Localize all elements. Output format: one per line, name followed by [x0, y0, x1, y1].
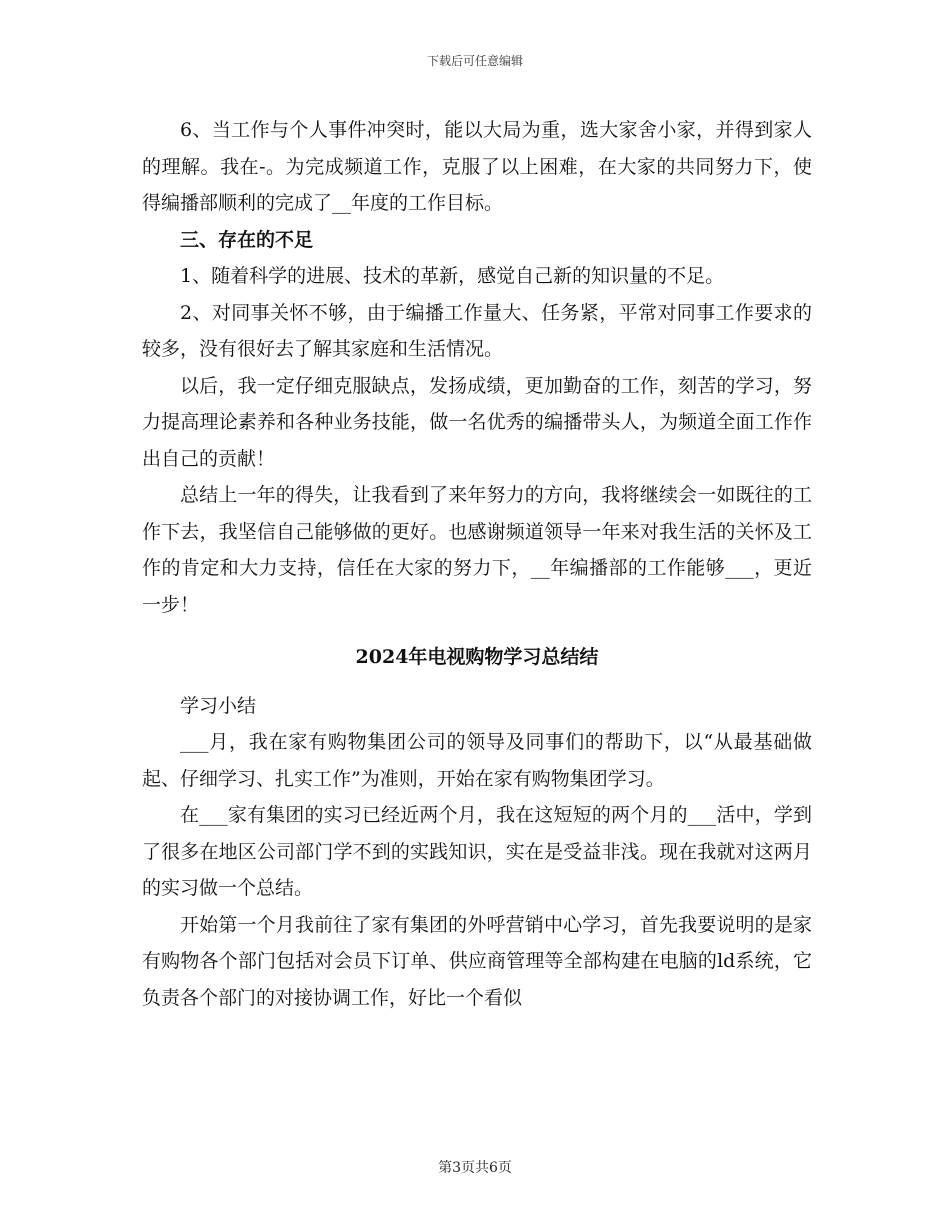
paragraph: 开始第一个月我前往了家有集团的外呼营销中心学习，首先我要说明的是家有购物各个部门包括对会员下订单、供应商管理等全部构建在电脑的ld系统，它负责各个部门的对接协调工作，好比一个看似: [142, 913, 812, 1009]
paragraph: 在___家有集团的实习已经近两个月，我在这短短的两个月的___活中，学到了很多在地区公司部门学不到的实践知识，实在是受益非浅。现在我就对这两月的实习做一个总结。: [142, 804, 812, 899]
page-number: 第3页共6页: [438, 1160, 512, 1176]
section-heading: 三、存在的不足: [180, 228, 314, 251]
document-title: 2024年电视购物学习总结结: [355, 646, 599, 668]
paragraph: 总结上一年的得失，让我看到了来年努力的方向，我将继续会一如既往的工作下去，我坚信自己能够做的更好。也感谢频道领导一年来对我生活的关怀及工作的肯定和大力支持，信任在大家的努力下，__年编播部的工作能够___，更近一步！: [142, 484, 812, 616]
paragraph: ___月，我在家有购物集团公司的领导及同事们的帮助下，以“从最基础做起、仔细学习、扎实工作”为准则，开始在家有购物集团学习。: [142, 731, 812, 790]
document-body: [142, 112, 812, 1016]
paragraph: 学习小结: [180, 694, 257, 717]
paragraph: 1、随着科学的进展、技术的革新，感觉自己新的知识量的不足。: [180, 265, 725, 287]
page-header-note: 下载后可任意编辑: [426, 54, 523, 68]
paragraph: 以后，我一定仔细克服缺点，发扬成绩，更加勤奋的工作，刻苦的学习，努力提高理论素养和各种业务技能，做一名优秀的编播带头人，为频道全面工作作出自己的贡献！: [142, 374, 812, 470]
paragraph: 6、当工作与个人事件冲突时，能以大局为重，选大家舍小家，并得到家人的理解。我在-。为完成频道工作，克服了以上困难，在大家的共同努力下，使得编播部顺利的完成了__年度的工作目标。: [142, 119, 812, 214]
paragraph: 2、对同事关怀不够，由于编播工作量大、任务紧，平常对同事工作要求的较多，没有很好去了解其家庭和生活情况。: [142, 301, 812, 360]
